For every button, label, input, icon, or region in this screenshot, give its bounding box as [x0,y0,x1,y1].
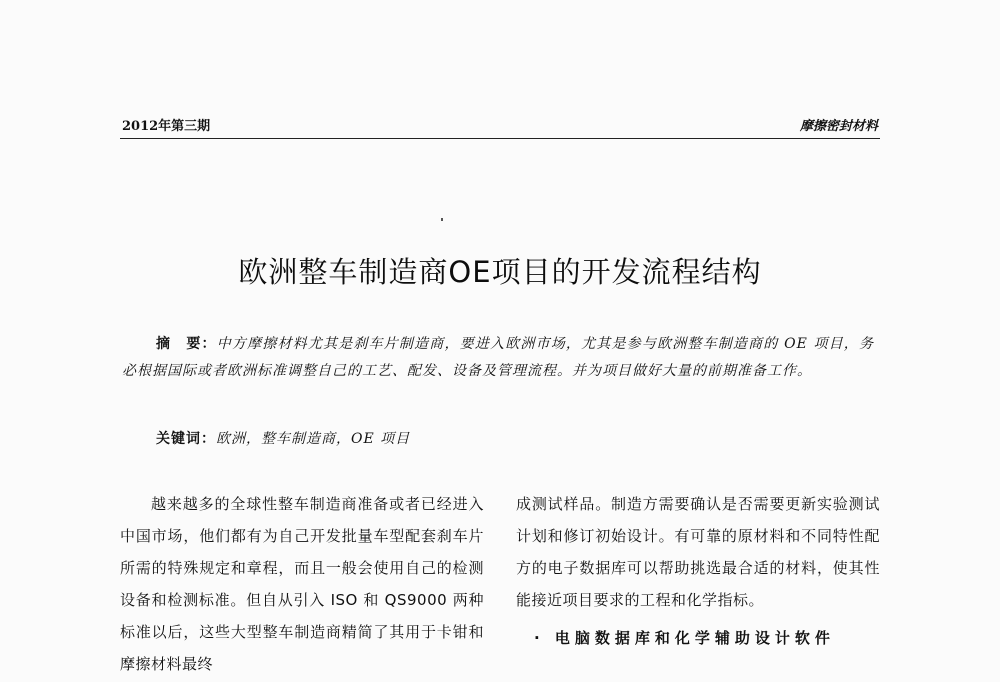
journal-name: 摩擦密封材料 [799,119,878,134]
abstract [122,331,874,385]
keywords [156,428,410,448]
issue-label: 2012年第三期 [122,119,211,134]
section-subheading: · 电脑数据库和化学辅助设计软件 [534,629,835,647]
running-header [120,116,880,139]
keywords-label: 关键词： [156,431,216,447]
body-paragraph-right: 成测试样品。制造方需要确认是否需要更新实验测试计划和修订初始设计。有可靠的原材料和不同特性配方的电子数据库可以帮助挑选最合适的材料，使其性能接近项目要求的工程和化学指标。 [516,495,880,609]
abstract-text: 中方摩擦材料尤其是刹车片制造商，要进入欧洲市场，尤其是参与欧洲整车制造商的 OE 项目，务必根据国际或者欧洲标准调整自己的工艺、配发、设备及管理流程。并为项目做好大量的前期准备工作。 [122,336,874,379]
keywords-text: 欧洲，整车制造商，OE 项目 [216,431,411,447]
print-speck [441,218,443,221]
body-column-right [516,488,880,654]
abstract-label: 摘 要： [156,336,217,352]
article-title: 欧洲整车制造商OE项目的开发流程结构 [238,255,762,289]
body-column-left: 越来越多的全球性整车制造商准备或者已经进入中国市场，他们都有为自己开发批量车型配套刹车片所需的特殊规定和章程，而且一般会使用自己的检测设备和检测标准。但自从引入 ISO 和 QS9000 两种标准以后，这些大型整车制造商精简了其用于卡钳和摩擦材料最终 [120,495,484,673]
